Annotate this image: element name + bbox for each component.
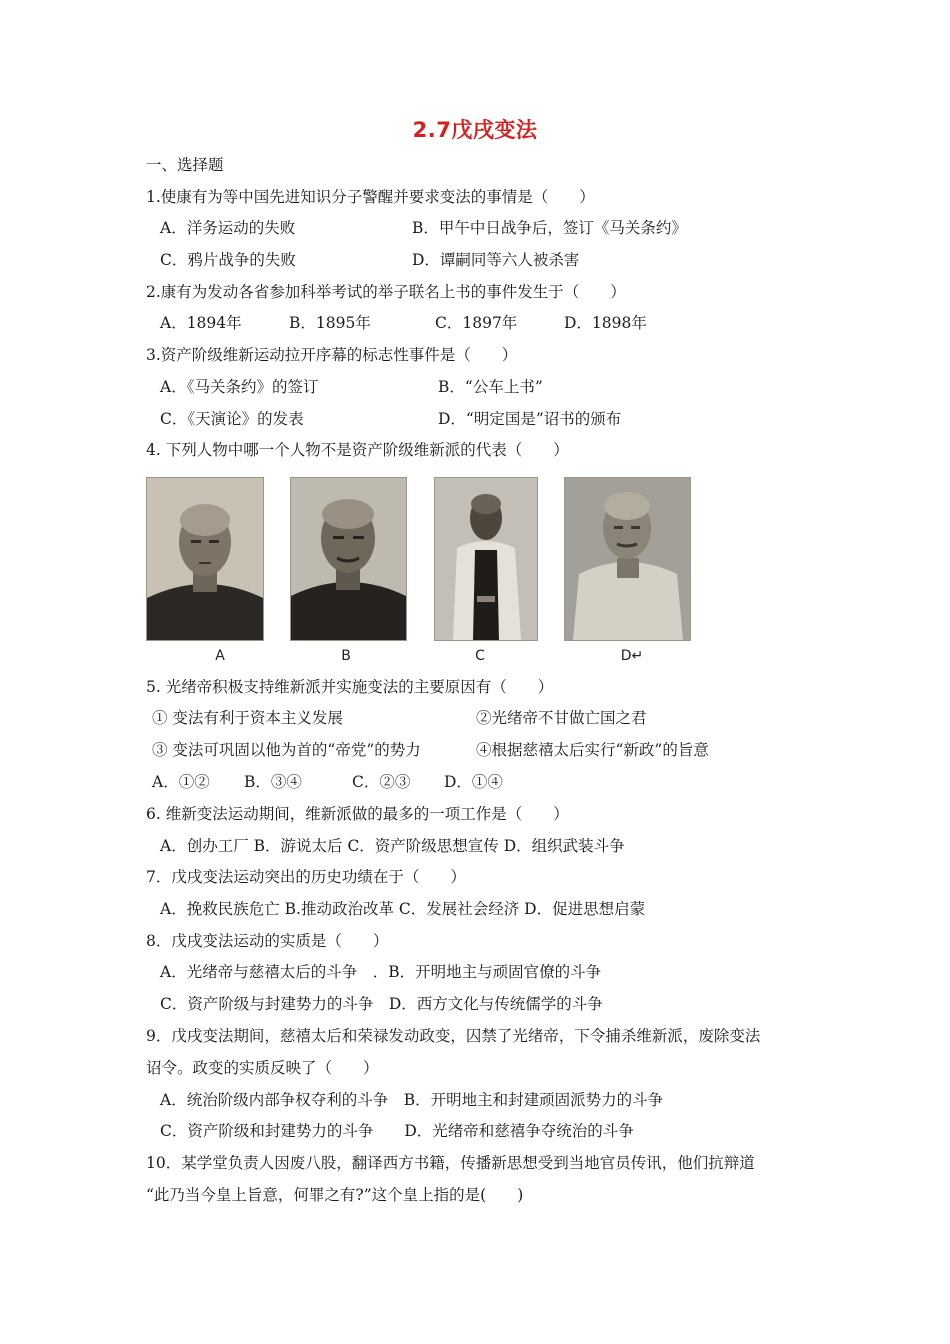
portrait-photo-c <box>434 477 538 641</box>
question-3-option-b: B．“公车上书” <box>438 378 543 396</box>
portrait-c-image <box>435 478 537 640</box>
question-5-option-d: D．①④ <box>444 773 503 791</box>
question-2-option-c: C．1897年 <box>435 314 518 332</box>
question-7-options: A．挽救民族危亡 B.推动政治改革 C．发展社会经济 D．促进思想启蒙 <box>160 900 646 918</box>
portrait-d-image <box>565 478 690 640</box>
portrait-photo-d <box>564 477 691 641</box>
question-5-option-c: C．②③ <box>352 773 411 791</box>
question-5-statement-4: ④根据慈禧太后实行“新政”的旨意 <box>476 741 709 759</box>
question-5-option-b: B．③④ <box>244 773 302 791</box>
portrait-caption-b: B <box>341 648 351 664</box>
question-8-options-ab: A．光绪帝与慈禧太后的斗争 ．B．开明地主与顽固官僚的斗争 <box>160 963 602 981</box>
question-3-stem: 3.资产阶级维新运动拉开序幕的标志性事件是（ ） <box>146 346 518 364</box>
question-2-stem: 2.康有为发动各省参加科举考试的举子联名上书的事件发生于（ ） <box>146 283 626 301</box>
question-9-options-ab: A．统治阶级内部争权夺利的斗争 B．开明地主和封建顽固派势力的斗争 <box>160 1091 664 1109</box>
portrait-caption-c: C <box>475 648 485 664</box>
question-1-option-d: D．谭嗣同等六人被杀害 <box>412 251 580 269</box>
question-10-stem-line-1: 10．某学堂负责人因废八股，翻译西方书籍，传播新思想受到当地官员传讯，他们抗辩道 <box>146 1154 755 1172</box>
question-7-stem: 7．戊戌变法运动突出的历史功绩在于（ ） <box>146 868 466 886</box>
question-5-statement-1: ① 变法有利于资本主义发展 <box>152 709 343 727</box>
question-1-option-b: B．甲午中日战争后，签订《马关条约》 <box>412 219 687 237</box>
page-title: 2.7戊戌变法 <box>412 118 538 142</box>
question-5-stem: 5. 光绪帝积极支持维新派并实施变法的主要原因有（ ） <box>146 678 554 696</box>
question-10-stem-line-2: “此乃当今皇上旨意，何罪之有?”这个皇上指的是( ) <box>146 1186 524 1204</box>
question-8-options-cd: C．资产阶级与封建势力的斗争 D．西方文化与传统儒学的斗争 <box>160 995 603 1013</box>
question-6-stem: 6. 维新变法运动期间，维新派做的最多的一项工作是（ ） <box>146 805 569 823</box>
portrait-caption-d: D↵ <box>620 648 644 664</box>
question-1-option-c: C．鸦片战争的失败 <box>160 251 296 269</box>
portrait-b-image <box>291 478 406 640</box>
portrait-photo-b <box>290 477 407 641</box>
portrait-photo-a <box>146 477 264 641</box>
question-1-stem: 1.使康有为等中国先进知识分子警醒并要求变法的事情是（ ） <box>146 188 595 206</box>
question-4-stem: 4. 下列人物中哪一个人物不是资产阶级维新派的代表（ ） <box>146 441 569 459</box>
question-2-option-d: D．1898年 <box>564 314 647 332</box>
question-9-stem-line-1: 9．戊戌变法期间，慈禧太后和荣禄发动政变，囚禁了光绪帝，下令捕杀维新派，废除变法 <box>146 1027 761 1045</box>
question-1-option-a: A．洋务运动的失败 <box>160 219 296 237</box>
question-5-statement-2: ②光绪帝不甘做亡国之君 <box>476 709 647 727</box>
question-3-option-a: A．《马关条约》的签订 <box>160 378 319 396</box>
question-9-options-cd: C．资产阶级和封建势力的斗争 D．光绪帝和慈禧争夺统治的斗争 <box>160 1122 634 1140</box>
portrait-caption-a: A <box>215 648 225 664</box>
question-6-options: A．创办工厂 B．游说太后 C．资产阶级思想宣传 D．组织武装斗争 <box>160 837 625 855</box>
question-3-option-d: D．“明定国是”诏书的颁布 <box>438 410 622 428</box>
section-heading: 一、选择题 <box>146 156 224 174</box>
question-2-option-b: B．1895年 <box>289 314 371 332</box>
question-8-stem: 8．戊戌变法运动的实质是（ ） <box>146 932 389 950</box>
question-3-option-c: C．《天演论》的发表 <box>160 410 304 428</box>
question-5-option-a: A．①② <box>152 773 210 791</box>
portrait-a-image <box>147 478 263 640</box>
question-9-stem-line-2: 诏令。政变的实质反映了（ ） <box>146 1059 379 1077</box>
question-2-option-a: A．1894年 <box>160 314 242 332</box>
question-5-statement-3: ③ 变法可巩固以他为首的“帝党”的势力 <box>152 741 421 759</box>
